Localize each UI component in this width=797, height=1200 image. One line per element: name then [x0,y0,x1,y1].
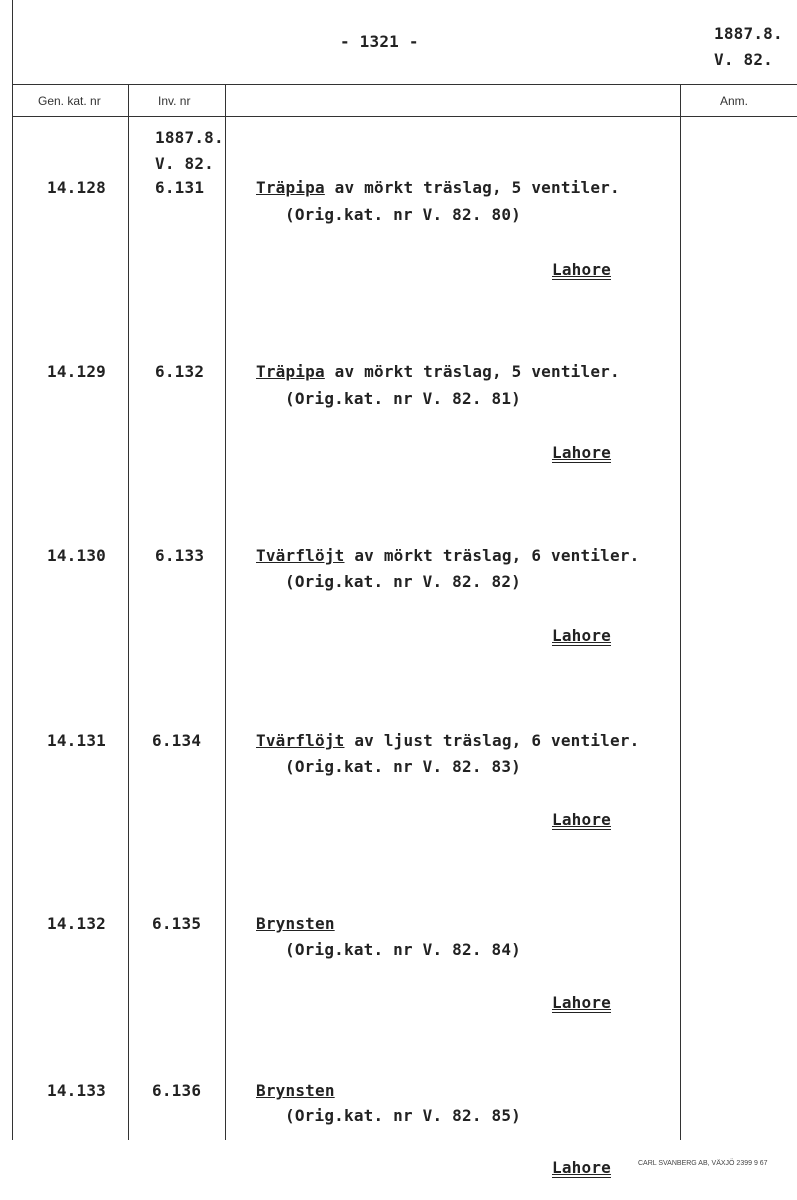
place-label: Lahore [552,626,611,645]
place-label: Lahore [552,260,611,279]
entry-desc: av mörkt träslag, 5 ventiler. [324,178,620,197]
inv-number: 6.136 [152,1081,202,1100]
inv-number: 6.132 [155,362,205,381]
entry-title: Träpipa [256,178,325,197]
header-anm: Anm. [720,94,749,108]
inv-heading-1: 1887.8. [155,128,224,147]
entry-description [256,1081,335,1100]
inv-heading-2: V. 82. [155,154,214,173]
entry-description [256,546,639,565]
inv-number: 6.135 [152,914,202,933]
entry-title: Brynsten [256,914,335,933]
top-right-ref-2: V. 82. [714,50,773,69]
gen-number: 14.131 [47,731,106,750]
place-label: Lahore [552,443,611,462]
entry-description [256,362,620,381]
entry-desc: av ljust träslag, 6 ventiler. [344,731,640,750]
col-divider-3 [680,84,681,1140]
entry-title: Brynsten [256,1081,335,1100]
page-number: - 1321 - [340,32,419,51]
entry-description [256,731,639,750]
header-inv: Inv. nr [158,94,191,108]
inv-number: 6.133 [155,546,205,565]
orig-kat-ref: (Orig.kat. nr V. 82. 83) [285,757,521,776]
gen-number: 14.130 [47,546,106,565]
header-gen-kat: Gen. kat. nr [38,94,101,108]
left-margin-line [12,0,13,1140]
entry-title: Träpipa [256,362,325,381]
entry-title: Tvärflöjt [256,546,345,565]
inv-number: 6.131 [155,178,205,197]
entry-description [256,914,335,933]
top-right-ref-1: 1887.8. [714,24,783,43]
entry-desc: av mörkt träslag, 5 ventiler. [324,362,620,381]
orig-kat-ref: (Orig.kat. nr V. 82. 81) [285,389,521,408]
orig-kat-ref: (Orig.kat. nr V. 82. 84) [285,940,521,959]
gen-number: 14.132 [47,914,106,933]
gen-number: 14.133 [47,1081,106,1100]
gen-number: 14.129 [47,362,106,381]
orig-kat-ref: (Orig.kat. nr V. 82. 85) [285,1106,521,1125]
inv-number: 6.134 [152,731,202,750]
entry-title: Tvärflöjt [256,731,345,750]
gen-number: 14.128 [47,178,106,197]
orig-kat-ref: (Orig.kat. nr V. 82. 82) [285,572,521,591]
orig-kat-ref: (Orig.kat. nr V. 82. 80) [285,205,521,224]
place-label: Lahore [552,810,611,829]
col-divider-1 [128,84,129,1140]
place-label: Lahore [552,1158,611,1177]
entry-description [256,178,620,197]
place-label: Lahore [552,993,611,1012]
printer-mark: CARL SVANBERG AB, VÄXJÖ 2399 9 67 [638,1160,768,1167]
col-divider-2 [225,84,226,1140]
entry-desc: av mörkt träslag, 6 ventiler. [344,546,640,565]
